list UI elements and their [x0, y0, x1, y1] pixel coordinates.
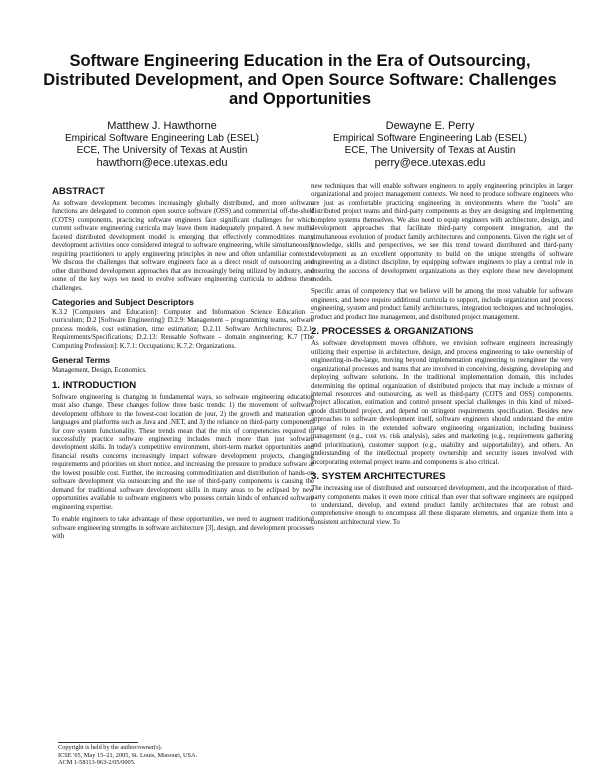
author-lab: Empirical Software Engineering Lab (ESEL) [333, 133, 527, 144]
author-lab: Empirical Software Engineering Lab (ESEL) [65, 133, 259, 144]
footnote-acm: ACM 1-58113-963-2/05/0005. [58, 759, 136, 766]
paper-title: Software Engineering Education in the Era of Outsourcing, Distributed Development, and Open Source Software: Challenges and Opportunities [43, 52, 557, 108]
general-terms-heading: General Terms [52, 355, 111, 366]
right-column [311, 183, 573, 531]
copyright-footnote [58, 742, 308, 767]
author-email[interactable]: hawthorn@ece.utexas.edu [96, 157, 228, 169]
left-column [52, 183, 314, 545]
author-email[interactable]: perry@ece.utexas.edu [374, 157, 486, 169]
author-block-2 [300, 119, 560, 170]
categories-heading: Categories and Subject Descriptors [52, 296, 194, 307]
abstract-text: As software development becomes increasingly globally distributed, and more software functions are delegated to common open source software (OSS) and commercial off-the-shelf (COTS) components, practicing software engineers face significant challenges for which current software engineering curricula may leave them inadequately prepared. A new multi-faceted distributed development model is emerging that effectively commoditizes many development activities once considered integral to software engineering, while simultaneously requiring practitioners to apply engineering principles in new and often unfamiliar contexts. We discuss the challenges that software engineers face as a direct result of outsourcing and other distributed development approaches that are increasingly being utilized by industry, and some of the key ways we need to evolve software engineering curricula to address these challenges. [52, 200, 314, 292]
author-affiliation: ECE, The University of Texas at Austin [344, 145, 516, 156]
footnote-copyright: Copyright is held by the author/owner(s). [58, 744, 163, 751]
author-affiliation: ECE, The University of Texas at Austin [76, 145, 248, 156]
abstract-heading: ABSTRACT [52, 186, 105, 197]
section-2-heading: 2. PROCESSES & ORGANIZATIONS [311, 326, 474, 338]
footnote-rule [58, 742, 138, 743]
author-block-1 [32, 119, 292, 170]
author-name: Dewayne E. Perry [385, 120, 475, 132]
section-2-text: As software development moves offshore, we envision software engineers increasingly utilizing their expertise in architecture, design, and process engineering to take ownership of engineering-in-the-large, moving beyond implementation engineering to reengineer the very organizational processes and teams that are involved in conceiving, designing, developing and deploying software solutions. In the traditional implementation domain, this includes determining the optimal organization of distributed projects that may include a mixture of internal resources and outsourcing, as well as third-party (COTS and OSS) components. Project allocation, estimation and control present special challenges in this kind of mixed-mode distributed project, and depend on stringent requirements specification. Besides new approaches to software development itself, software engineers should understand the entire range of roles in the extended software engineering organization, including business management (e.g., cost vs. risk analysis), sales and marketing (e.g., requirements gathering and prioritization), customer support (e.g., usability and supportability), and others. An understanding of the intellectual property ownership and security issues involved with incorporating external project teams and components is also critical. [311, 340, 573, 466]
introduction-paragraph-2: To enable engineers to take advantage of these opportunities, we need to augment traditional software engineering strengths in software architecture [3], design, and development processes with [52, 516, 314, 540]
categories-text: K.3.2 [Computers and Education]: Computer and Information Science Education – curriculum; D.2 [Software Engineering]: D.2.9: Management – programming teams, software process models, cost estimation, time estimation; D.2.11 Software Architectures; D.2.1: Requirements/Specifications; D.2.13: Reusable Software – domain engineering; K.7 [The Computing Profession]: K.7.1: Occupations; K.7.2: Organizations. [52, 308, 314, 350]
section-3-text: The increasing use of distributed and outsourced development, and the incorporation of third-party components makes it even more critical than ever that software engineers are equipped to understand, develop, and extend product family architectures that are robust and comprehensive enough to encompass all these disparate elements, and organize them into a consistent architectural view. To [311, 485, 573, 526]
footnote-conference: ICSE '05, May 15–21, 2005, St. Louis, Missouri, USA. [58, 751, 198, 759]
general-terms-text: Management, Design, Economics. [52, 367, 147, 375]
author-name: Matthew J. Hawthorne [107, 120, 217, 132]
introduction-heading: 1. INTRODUCTION [52, 379, 137, 391]
introduction-paragraph-1: Software engineering is changing in fundamental ways, so software engineering education must also change. These changes follow three basic trends: 1) the movement of software development offshore to the lowest-cost location de jour, 2) the growth and maturation of languages and platforms such as Java and .NET, and 3) the reliance on third-party components for core system functionality. These trends mean that the mix of competencies required to successfully practice software engineering includes much more than just software development skills. In today's competitive environment, short-term market opportunities and financial results concerns increasingly impact software development projects, changing requirements and priorities on short notice, and increasing the pressure to produce software at the lowest possible cost. Further, the increasing commoditization and distribution of hands-on software development via outsourcing and the use of third-party components is causing the demand for traditional software development skills in many areas to be eclipsed by new opportunities available to software engineers who possess certain kinds of enhanced software engineering expertise. [52, 393, 314, 511]
introduction-paragraph-4: Specific areas of competency that we believe will be among the most valuable for software engineers, and hence require additional curricula to support, include organization and process engineering, system and product family architectures, integration techniques and technologies, product and product line management, and distributed project management. [311, 288, 573, 321]
section-3-heading: 3. SYSTEM ARCHITECTURES [311, 471, 446, 483]
introduction-paragraph-3: new techniques that will enable software engineers to apply engineering principles in larger organizational and project management contexts. We need to produce software engineers who are just as comfortable practicing engineering in environments where the "tools" are distributed project teams and third-party components as they are designing and implementing complete systems themselves. We also need to equip engineers with architecture, design, and development approaches that facilitate third-party component integration, and the simultaneous evolution of product family architectures and components. Given the right set of knowledge, skills and perspectives, we see this trend toward distributed and third-party development as an excellent opportunity to build on the unique strengths of software engineering as a distinct discipline, by equipping software engineers to play a central role in ensuring the success of development organizations as they explore these new development models. [311, 183, 573, 283]
